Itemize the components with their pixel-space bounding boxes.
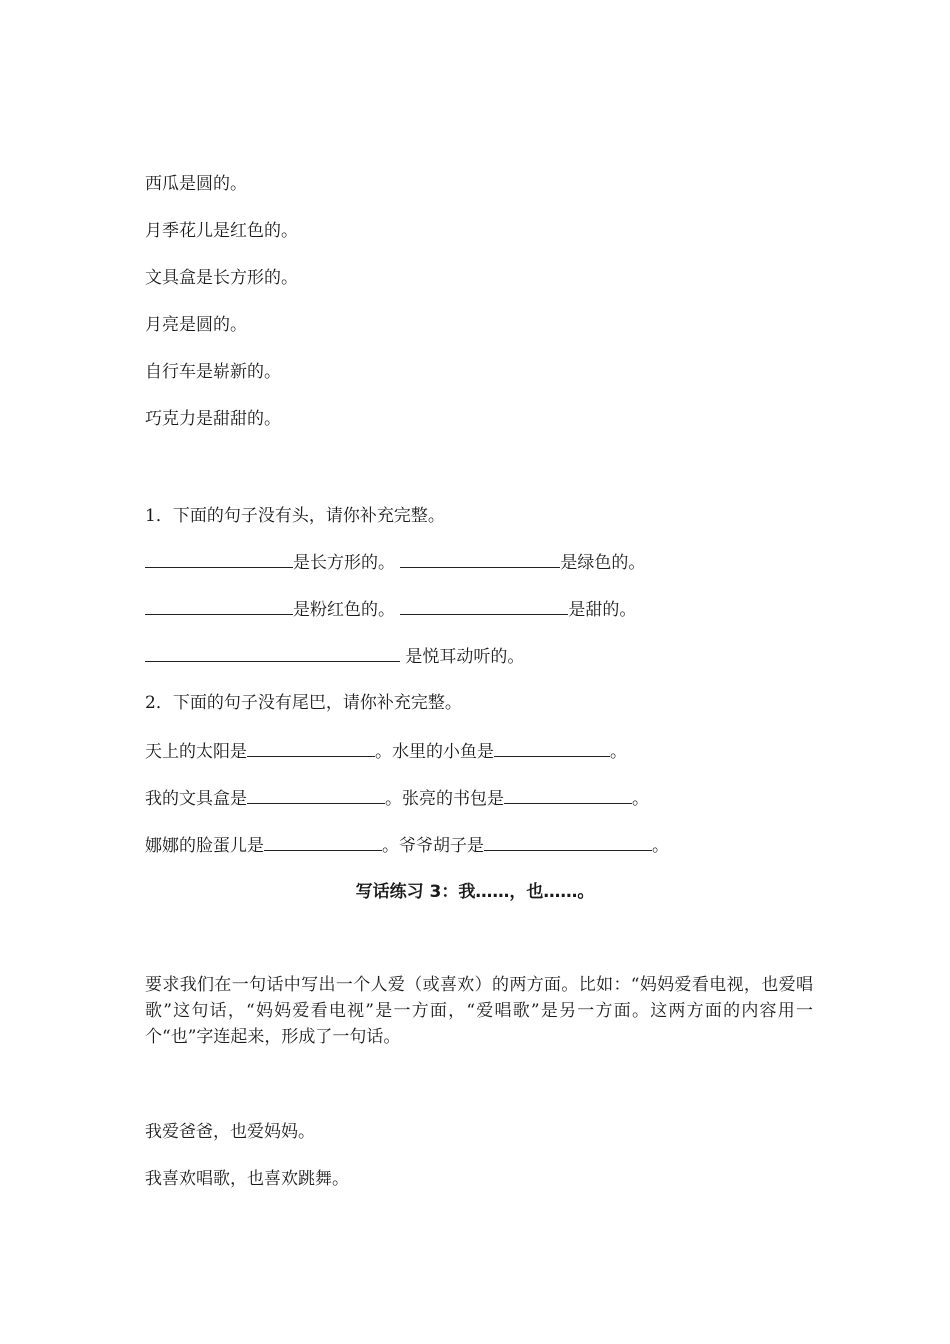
fill-blank[interactable] bbox=[247, 787, 385, 804]
example-sentence: 我爱爸爸，也爱妈妈。 bbox=[145, 1122, 315, 1142]
fill-blank[interactable] bbox=[400, 551, 560, 568]
exercise1-row bbox=[145, 645, 524, 668]
sentence-period: 。 bbox=[632, 789, 649, 809]
exercise2-title: 2．下面的句子没有尾巴，请你补充完整。 bbox=[145, 693, 462, 713]
exercise1-row bbox=[145, 551, 645, 574]
fill-blank[interactable] bbox=[504, 787, 632, 804]
requirement-paragraph: 要求我们在一句话中写出一个人爱（或喜欢）的两方面。比如：“妈妈爱看电视，也爱唱歌”这句话，“妈妈爱看电视”是一方面，“爱唱歌”是另一方面。这两方面的内容用一个“也”字连起来，形成了一句话。 bbox=[145, 975, 813, 1047]
sentence-ending: 是绿色的。 bbox=[560, 553, 646, 573]
intro-line: 巧克力是甜甜的。 bbox=[145, 409, 281, 429]
fill-blank[interactable] bbox=[264, 834, 382, 851]
sentence-ending: 是粉红色的。 bbox=[293, 600, 395, 620]
exercise2-row bbox=[145, 834, 669, 857]
sentence-period: 。 bbox=[610, 742, 627, 762]
sentence-period: 。 bbox=[385, 789, 402, 809]
fill-blank[interactable] bbox=[400, 598, 568, 615]
exercise2-row bbox=[145, 787, 649, 810]
sentence-start: 爷爷胡子是 bbox=[399, 836, 484, 856]
sentence-start: 水里的小鱼是 bbox=[392, 742, 494, 762]
fill-blank[interactable] bbox=[145, 598, 293, 615]
sentence-period: 。 bbox=[375, 742, 392, 762]
sentence-ending: 是长方形的。 bbox=[293, 553, 395, 573]
sentence-period: 。 bbox=[382, 836, 399, 856]
sentence-ending: 是悦耳动听的。 bbox=[400, 647, 525, 667]
sentence-start: 张亮的书包是 bbox=[402, 789, 504, 809]
fill-blank[interactable] bbox=[494, 740, 610, 757]
example-sentence: 我喜欢唱歌，也喜欢跳舞。 bbox=[145, 1169, 349, 1189]
sentence-start: 天上的太阳是 bbox=[145, 742, 247, 762]
intro-line: 月季花儿是红色的。 bbox=[145, 221, 298, 241]
sentence-start: 我的文具盒是 bbox=[145, 789, 247, 809]
intro-line: 月亮是圆的。 bbox=[145, 315, 247, 335]
fill-blank[interactable] bbox=[484, 834, 652, 851]
exercise2-row bbox=[145, 740, 627, 763]
section-heading: 写话练习 3：我……，也……。 bbox=[355, 882, 595, 902]
fill-blank[interactable] bbox=[145, 551, 293, 568]
intro-line: 自行车是崭新的。 bbox=[145, 362, 281, 382]
fill-blank[interactable] bbox=[247, 740, 375, 757]
intro-line: 西瓜是圆的。 bbox=[145, 174, 247, 194]
exercise1-title: 1．下面的句子没有头，请你补充完整。 bbox=[145, 506, 445, 526]
fill-blank[interactable] bbox=[145, 645, 400, 662]
sentence-start: 娜娜的脸蛋儿是 bbox=[145, 836, 264, 856]
intro-line: 文具盒是长方形的。 bbox=[145, 268, 298, 288]
exercise1-row bbox=[145, 598, 636, 621]
sentence-period: 。 bbox=[652, 836, 669, 856]
sentence-ending: 是甜的。 bbox=[568, 600, 637, 620]
